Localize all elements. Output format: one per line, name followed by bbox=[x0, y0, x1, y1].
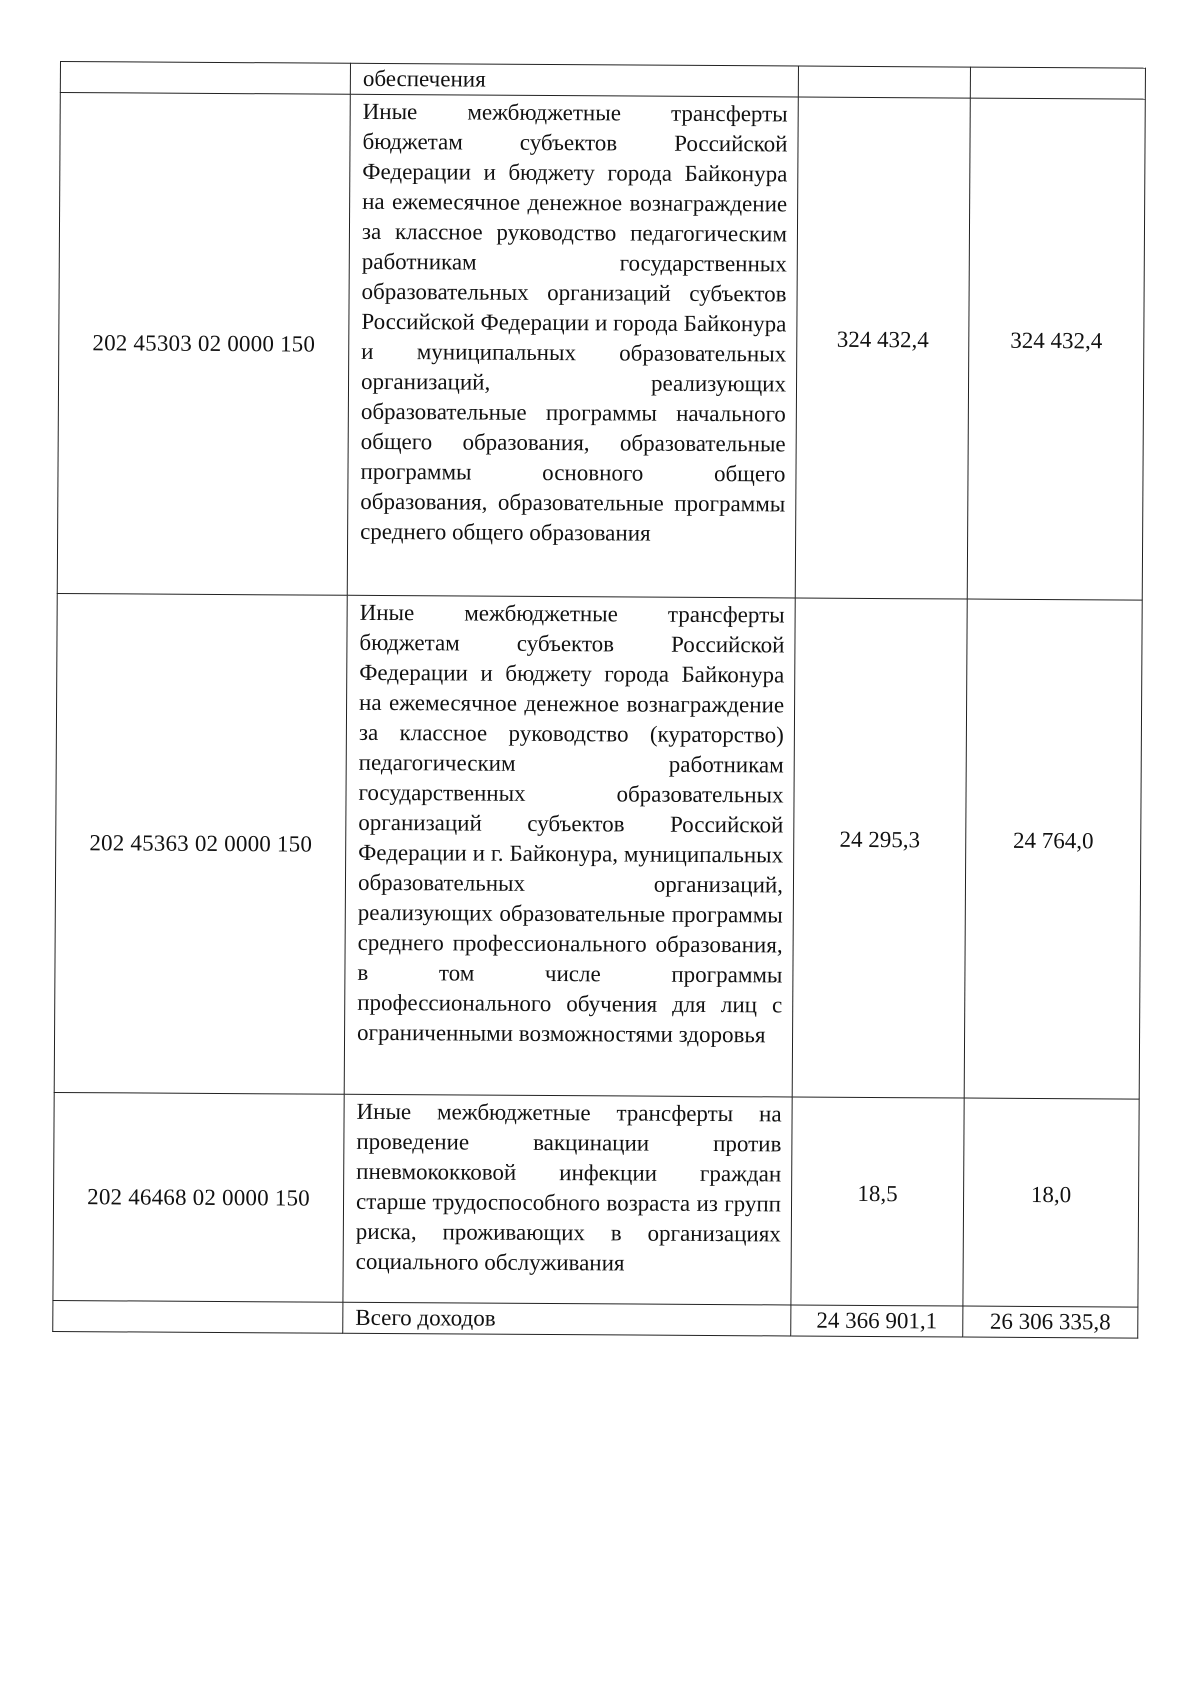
value-cell-year-2 bbox=[970, 67, 1145, 99]
value-cell-year-1 bbox=[792, 598, 967, 1098]
total-label: Всего доходов bbox=[343, 1302, 791, 1336]
budget-code-cell bbox=[53, 1300, 343, 1333]
value-cell-year-2 bbox=[964, 599, 1142, 1099]
budget-code-cell: 202 45303 02 0000 150 bbox=[57, 93, 350, 596]
value-cell-year-1 bbox=[791, 1097, 964, 1306]
table-row bbox=[53, 1092, 1139, 1307]
value-text: 24 764,0 bbox=[1012, 827, 1094, 854]
budget-code-cell bbox=[60, 62, 350, 95]
table-row bbox=[54, 593, 1142, 1099]
value-text: 24 366 901,1 bbox=[816, 1307, 938, 1334]
revenue-name-cell: Иные межбюджетные трансферты бюджетам субъектов Российской Федерации и бюджету города Байконура на ежемесячное денежное вознаграждение за классное руководство (кураторство) педагогическим работникам государственных образовательных организаций субъектов Российской Федерации и г. Байконура, муниципальных образовательных организаций, реализующих образовательные программы среднего профессионального образования, в том числе программы профессионального обучения для лиц с ограниченными возможностями здоровья bbox=[344, 595, 795, 1097]
value-cell-year-2 bbox=[963, 1098, 1139, 1307]
revenue-name-cell: Иные межбюджетные трансферты на проведение вакцинации против пневмококковой инфекции граждан старше трудоспособного возраста из групп риска, проживающих в организациях социального обслуживания bbox=[343, 1094, 792, 1305]
total-value-year-2 bbox=[963, 1306, 1138, 1338]
total-value-year-1 bbox=[791, 1305, 963, 1337]
value-text: 24 295,3 bbox=[839, 826, 921, 853]
value-text: 324 432,4 bbox=[836, 326, 929, 353]
value-cell-year-1 bbox=[798, 66, 970, 98]
value-text: 18,0 bbox=[1030, 1181, 1072, 1207]
total-row bbox=[53, 1300, 1138, 1338]
table-row bbox=[57, 93, 1145, 601]
budget-code-cell: 202 45363 02 0000 150 bbox=[54, 593, 347, 1094]
value-cell-year-1 bbox=[795, 97, 970, 599]
value-cell-year-2 bbox=[967, 98, 1145, 600]
value-text: 26 306 335,8 bbox=[989, 1308, 1111, 1335]
budget-code-cell: 202 46468 02 0000 150 bbox=[53, 1092, 344, 1302]
value-text: 324 432,4 bbox=[1010, 327, 1103, 354]
revenue-name-cell: обеспечения bbox=[350, 63, 798, 97]
revenue-name-cell: Иные межбюджетные трансферты бюджетам субъектов Российской Федерации и бюджету города Байконура на ежемесячное денежное вознаграждение за классное руководство педагогическим работникам государственных образовательных организаций субъектов Российской Федерации и города Байконура и муниципальных образовательных организаций, реализующих образовательные программы начального общего образования, образовательные программы основного общего образования, образовательные программы среднего общего образования bbox=[347, 94, 798, 598]
revenue-table bbox=[52, 61, 1146, 1339]
value-text: 18,5 bbox=[857, 1180, 898, 1206]
